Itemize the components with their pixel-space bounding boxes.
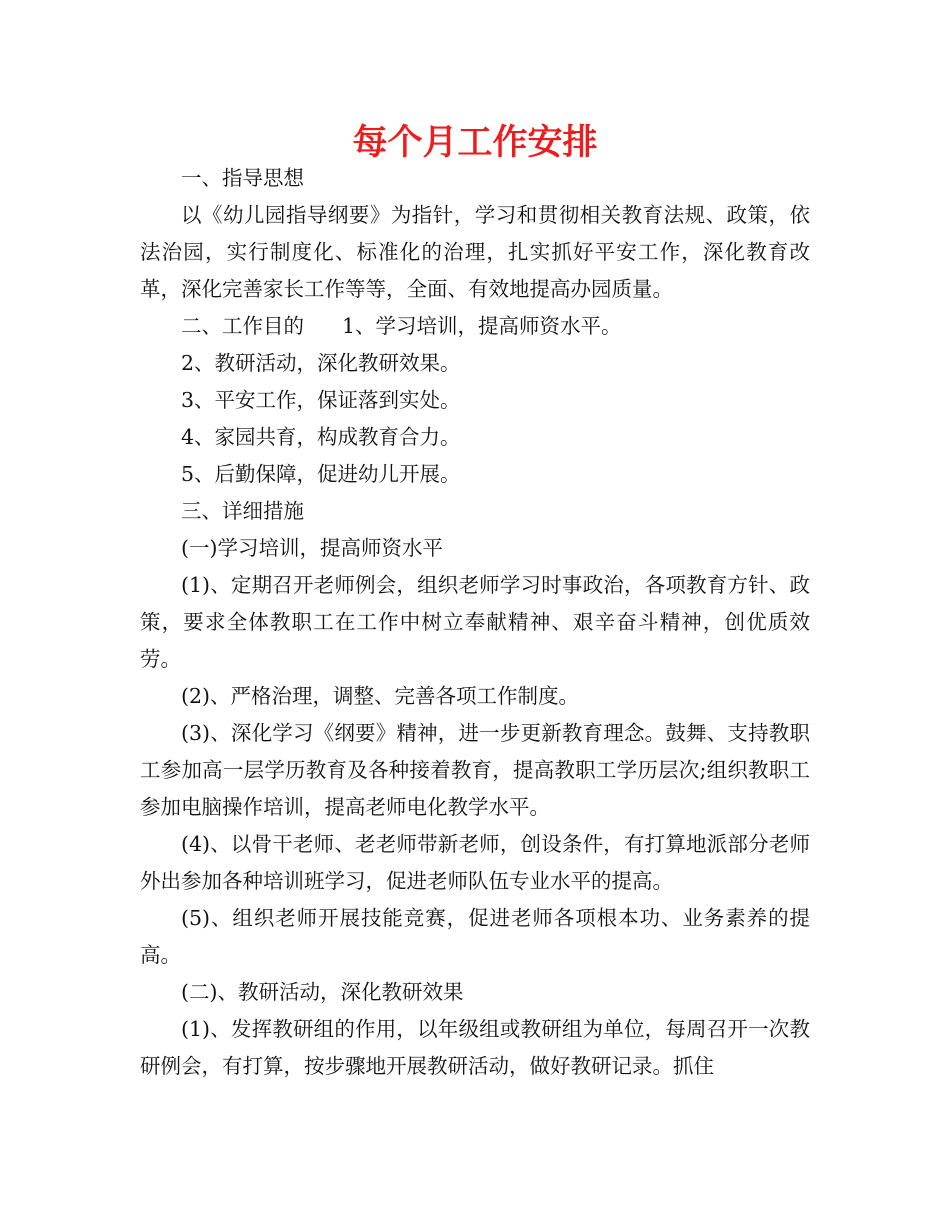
- work-goal-2: 2、教研活动，深化教研效果。: [181, 351, 461, 375]
- document-title: 每个月工作安排: [352, 123, 598, 163]
- work-goal-3: 3、平安工作，保证落到实处。: [181, 388, 461, 412]
- training-item-4: (4)、以骨干老师、老老师带新老师，创设条件，有打算地派部分老师外出参加各种培训班学习，促进老师队伍专业水平的提高。: [140, 832, 810, 893]
- work-goal-4: 4、家园共育，构成教育合力。: [181, 425, 461, 449]
- subsection-heading-training: (一)学习培训，提高师资水平: [181, 536, 443, 560]
- training-item-5: (5)、组织老师开展技能竞赛，促进老师各项根本功、业务素养的提高。: [140, 906, 810, 967]
- training-item-2: (2)、严格治理，调整、完善各项工作制度。: [181, 684, 580, 708]
- section-heading-detailed-measures: 三、详细措施: [181, 499, 304, 523]
- work-goals-heading-text: 二、工作目的: [181, 314, 304, 338]
- section-heading-work-goals: [140, 308, 810, 345]
- work-goal-1: 1、学习培训，提高师资水平。: [342, 314, 622, 338]
- subsection-heading-research: (二)、教研活动，深化教研效果: [181, 980, 464, 1004]
- training-item-1: (1)、定期召开老师例会，组织老师学习时事政治，各项教育方针、政策，要求全体教职工在工作中树立奉献精神、艰辛奋斗精神，创优质效劳。: [140, 573, 810, 671]
- training-item-3: (3)、深化学习《纲要》精神，进一步更新教育理念。鼓舞、支持教职工参加高一层学历教育及各种接着教育，提高教职工学历层次;组织教职工参加电脑操作培训，提高老师电化教学水平。: [140, 721, 810, 819]
- document-body: [140, 160, 810, 1085]
- research-item-1: (1)、发挥教研组的作用，以年级组或教研组为单位，每周召开一次教研例会，有打算，按步骤地开展教研活动，做好教研记录。抓住: [140, 1017, 810, 1078]
- section-heading-guiding-ideology: 一、指导思想: [181, 166, 304, 190]
- work-goal-5: 5、后勤保障，促进幼儿开展。: [181, 462, 461, 486]
- paragraph-guiding-ideology: 以《幼儿园指导纲要》为指针，学习和贯彻相关教育法规、政策，依法治园，实行制度化、标准化的治理，扎实抓好平安工作，深化教育改革，深化完善家长工作等等，全面、有效地提高办园质量。: [140, 203, 810, 301]
